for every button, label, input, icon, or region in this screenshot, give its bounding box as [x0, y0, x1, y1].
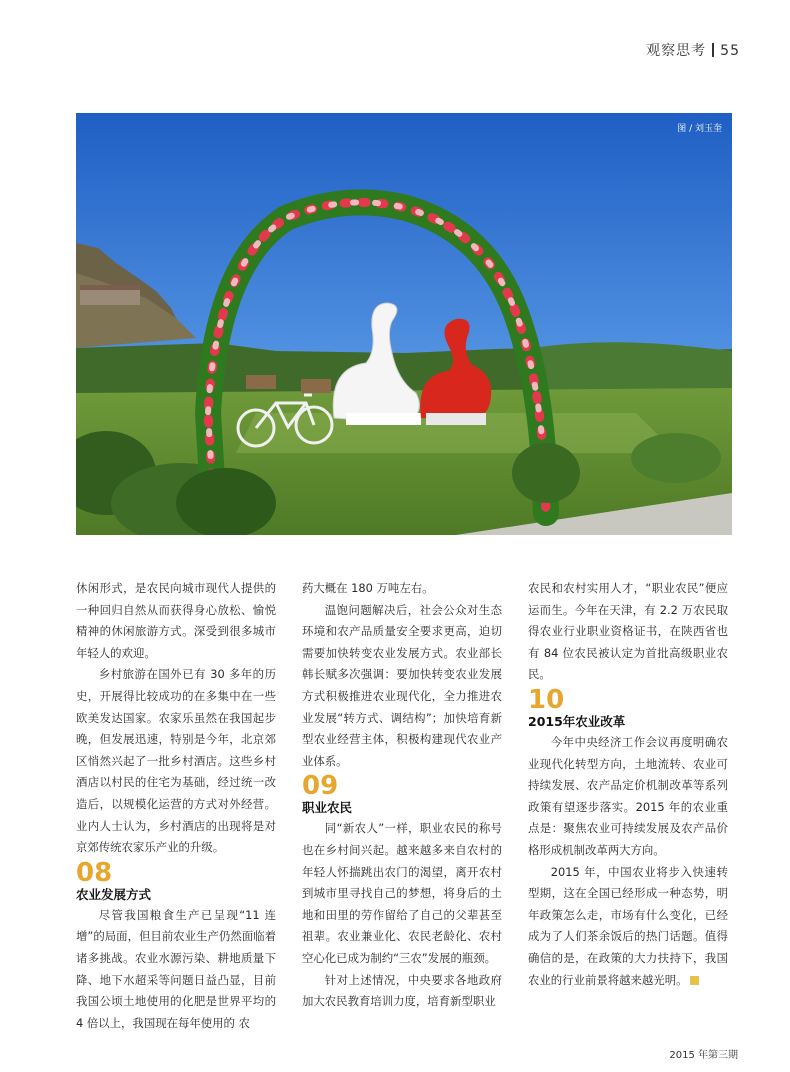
section-heading: 农业发展方式: [76, 886, 152, 902]
paragraph: 今年中央经济工作会议再度明确农业现代化转型方向，土地流转、农业可持续发展、农产品定价机制改革等系列政策有望逐步落实。2015 年的农业重点是：聚焦农业可持续发展及农产品价格形成机制改革两大方向。: [528, 734, 728, 857]
section-heading: 职业农民: [302, 800, 353, 816]
section-number: 10: [528, 684, 565, 715]
paragraph: 农民和农村实用人才，“职业农民”便应运而生。今年在天津，有 2.2 万农民取得农业行业职业资格证书，在陕西省也有 84 位农民被认定为首批高级职业农民。: [528, 581, 728, 682]
page-number: 55: [720, 43, 740, 59]
text-column-1: [76, 578, 276, 1034]
header-divider: [712, 43, 714, 57]
section-number: 08: [76, 857, 113, 888]
section-name: 观察思考: [646, 43, 707, 59]
text-column-3: [528, 578, 728, 991]
section-number: 09: [302, 771, 339, 802]
text-column-2: [302, 578, 502, 1013]
paragraph: 休闲形式，是农民向城市现代人提供的一种回归自然从而获得身心放松、愉悦精神的休闲旅游方式。深受到很多城市年轻人的欢迎。: [76, 581, 276, 660]
paragraph: 针对上述情况，中央要求各地政府加大农民教育培训力度，培育新型职业: [302, 972, 502, 1009]
paragraph: 同“新农人”一样，职业农民的称号也在乡村间兴起。越来越多来自农村的年轻人怀揣跳出农门的渴望，离开农村到城市里寻找自己的梦想，将身后的土地和田里的劳作留给了自己的父辈甚至祖辈。农业兼业化、农民老龄化、农村空心化已成为制约“三农”发展的瓶颈。: [302, 821, 502, 965]
paragraph: 温饱问题解决后，社会公众对生态环境和农产品质量安全要求更高，迫切需要加快转变农业发展方式。农业部长韩长赋多次强调：要加快转变农业发展方式积极推进农业现代化，全力推进农业发展“转方式、调结构”；加快培育新型农业经营主体，积极构建现代农业产业体系。: [302, 602, 502, 768]
paragraph-text: 2015 年，中国农业将步入快速转型期，这在全国已经形成一种态势，明年政策怎么走，市场有什么变化，已经成为了人们茶余饭后的热门话题。值得确信的是，在政策的大力扶持下，我国农业的行业前景将越来越光明。: [528, 864, 728, 987]
paragraph: 尽管我国粮食生产已呈现“11 连增”的局面，但目前农业生产仍然面临着诸多挑战。农业水源污染、耕地质量下降、地下水超采等问题日益凸显，目前我国公顷土地使用的化肥是世界平均的 4 倍以上，我国现在每年使用的 农: [76, 907, 276, 1030]
photo-credit: 图 / 刘玉奎: [677, 124, 722, 134]
issue-footer: 2015 年第三期: [669, 1050, 738, 1061]
paragraph: 药大概在 180 万吨左右。: [302, 581, 434, 595]
paragraph: [528, 862, 728, 992]
end-of-article-mark: [690, 976, 699, 985]
rural-scene-photo: [76, 113, 732, 535]
section-heading: 2015年农业改革: [528, 713, 626, 729]
running-header: [646, 40, 740, 60]
paragraph: 乡村旅游在国外已有 30 多年的历史，开展得比较成功的在多集中在一些欧美发达国家。农家乐虽然在我国起步晚，但发展迅速，特别是今年，北京郊区悄然兴起了一批乡村酒店。这些乡村酒店以村民的住宅为基础，经过统一改造后，以规模化运营的方式对外经营。业内人士认为，乡村酒店的出现将是对京郊传统农家乐产业的升级。: [76, 667, 276, 855]
